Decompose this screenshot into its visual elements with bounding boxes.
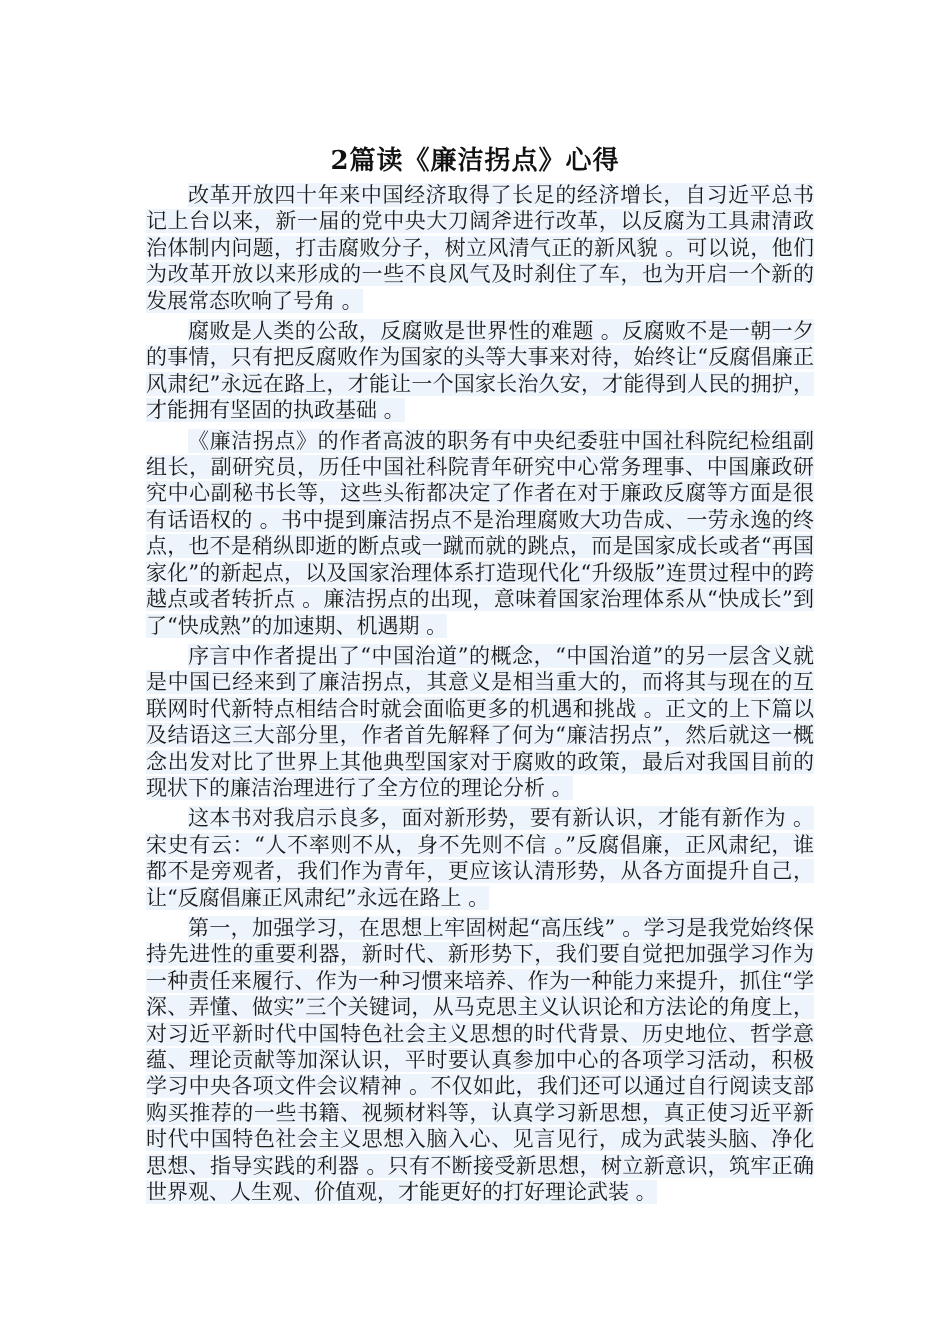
paragraph (146, 805, 814, 911)
paragraph (146, 643, 814, 801)
paragraph (146, 318, 814, 424)
paragraph (146, 915, 814, 1205)
paragraph (146, 428, 814, 639)
paragraph-text: 改革开放四十年来中国经济取得了长足的经济增长，自习近平总书记上台以来，新一届的党中央大刀阔斧进行改革，以反腐为工具肃清政治体制内问题，打击腐败分子，树立风清气正的新风貌 。可以说，他们为改革开放以来形成的一些不良风气及时刹住了车，也为开启一个新的发展常态吹响了号角 。 (146, 183, 814, 313)
paragraph-text: 腐败是人类的公敌，反腐败是世界性的难题 。反腐败不是一朝一夕的事情，只有把反腐败作为国家的头等大事来对待，始终让“反腐倡廉正风肃纪”永远在路上，才能让一个国家长治久安，才能得到人民的拥护，才能拥有坚固的执政基础 。 (146, 319, 814, 423)
paragraph-text: 这本书对我启示良多，面对新形势，要有新认识，才能有新作为 。宋史有云：“人不率则不从，身不先则不信 。”反腐倡廉，正风肃纪，谁都不是旁观者，我们作为青年，更应该认清形势，从各方面提升自己，让“反腐倡廉正风肃纪”永远在路上 。 (146, 806, 814, 910)
paragraph-text: 第一，加强学习，在思想上牢固树起“高压线” 。学习是我党始终保持先进性的重要利器，新时代、新形势下，我们要自觉把加强学习作为一种责任来履行、作为一种习惯来培养、作为一种能力来提升，抓住“学深、弄懂、做实”三个关键词，从马克思主义认识论和方法论的角度上，对习近平新时代中国特色社会主义思想的时代背景、历史地位、哲学意蕴、理论贡献等加深认识，平时要认真参加中心的各项学习活动，积极学习中央各项文件会议精神 。不仅如此，我们还可以通过自行阅读支部购买推荐的一些书籍、视频材料等，认真学习新思想，真正使习近平新时代中国特色社会主义思想入脑入心、见言见行，成为武装头脑、净化思想、指导实践的利器 。只有不断接受新思想，树立新意识，筑牢正确世界观、人生观、价值观，才能更好的打好理论武装 。 (146, 915, 814, 1205)
paragraph-text: 序言中作者提出了“中国治道”的概念，“中国治道”的另一层含义就是中国已经来到了廉洁拐点，其意义是相当重大的，而将其与现在的互联网时代新特点相结合时就会面临更多的机遇和挑战 。正文的上下篇以及结语这三大部分里，作者首先解释了何为“廉洁拐点”，然后就这一概念出发对比了世界上其他典型国家对于腐败的政策，最后对我国目前的现状下的廉洁治理进行了全方位的理论分析 。 (146, 643, 814, 800)
paragraph-text: 《廉洁拐点》的作者高波的职务有中央纪委驻中国社科院纪检组副组长，副研究员，历任中国社科院青年研究中心常务理事、中国廉政研究中心副秘书长等，这些头衔都决定了作者在对于廉政反腐等方面是很有话语权的 。书中提到廉洁拐点不是治理腐败大功告成、一劳永逸的终点，也不是稍纵即逝的断点或一蹴而就的跳点，而是国家成长或者“再国家化”的新起点，以及国家治理体系打造现代化“升级版”连贯过程中的跨越点或者转折点 。廉洁拐点的出现，意味着国家治理体系从“快成长”到了“快成熟”的加速期、机遇期 。 (146, 428, 814, 638)
document-body (146, 182, 814, 1209)
document-title: 2篇读《廉洁拐点》心得 (330, 146, 620, 176)
paragraph (146, 182, 814, 314)
